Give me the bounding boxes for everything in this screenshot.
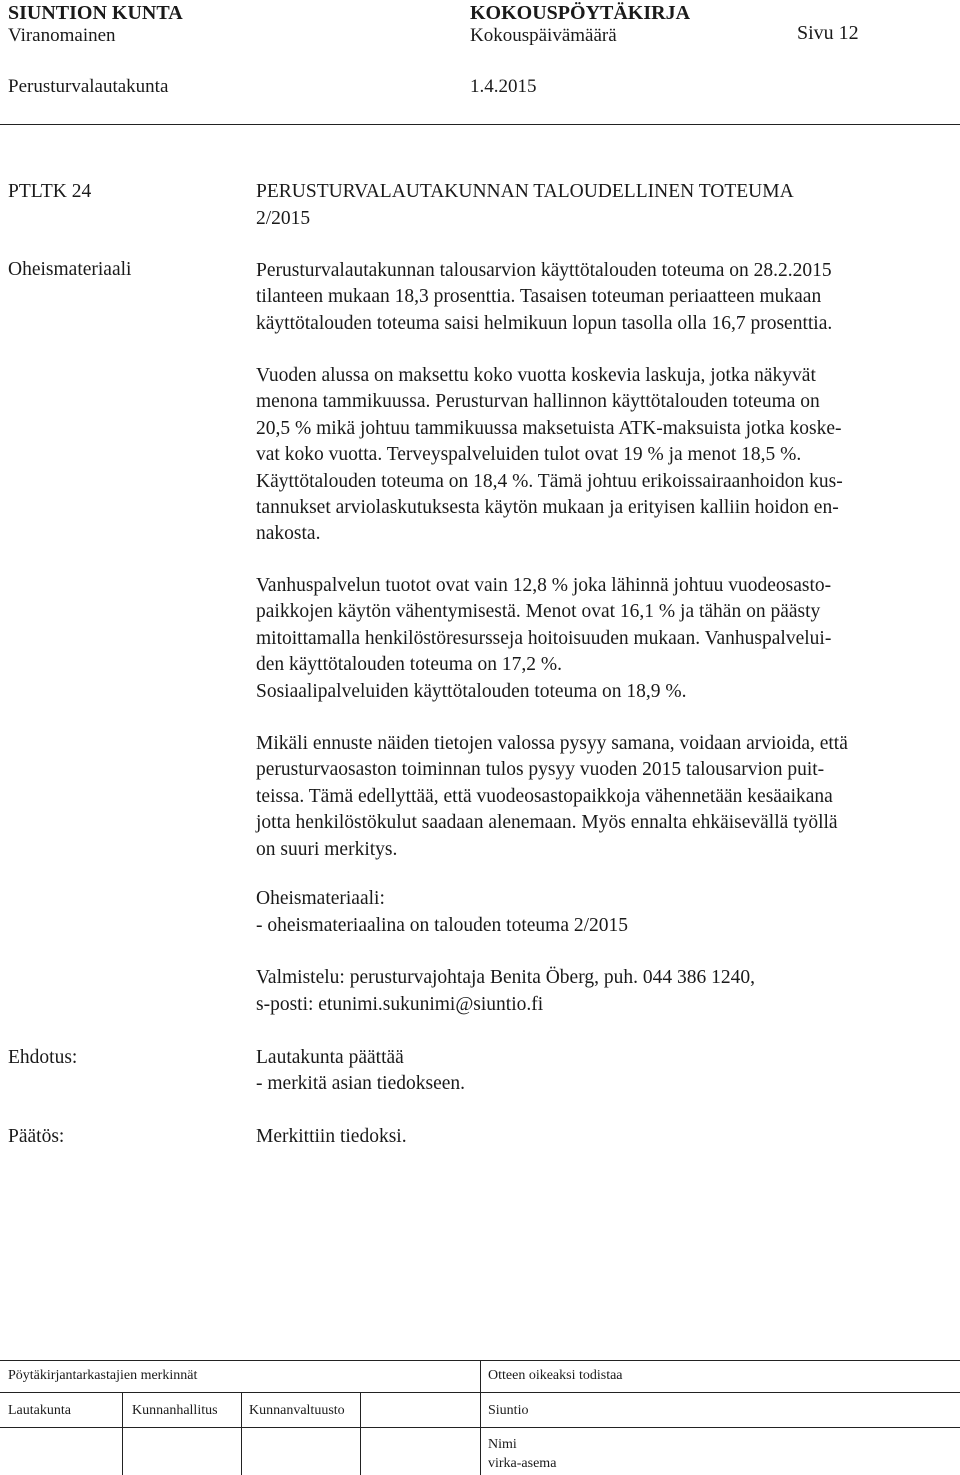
footer-col-divider	[122, 1392, 123, 1475]
text-line: paikkojen käytön vähentymisestä. Menot ovat 16,1 % ja tähän on päästy	[256, 601, 821, 623]
attachments-heading: Oheismateriaali:	[256, 888, 385, 909]
footer-place: Siuntio	[488, 1403, 529, 1418]
attachments-item: - oheismateriaalina on talouden toteuma 2/2015	[256, 915, 629, 936]
proposal-line2: - merkitä asian tiedokseen.	[256, 1073, 466, 1094]
footer-col-kunnanhallitus: Kunnanhallitus	[132, 1403, 218, 1418]
text-line: Vanhuspalvelun tuotot ovat vain 12,8 % joka lähinnä johtuu vuodeosasto-	[256, 575, 832, 596]
footer-col-divider	[241, 1392, 242, 1475]
item-title-line1: PERUSTURVALAUTAKUNNAN TALOUDELLINEN TOTEUMA	[256, 181, 794, 202]
text-line: den käyttötalouden toteuma on 17,2 %.	[256, 654, 562, 676]
page-number: Sivu 12	[797, 22, 859, 44]
text-line: menona tammikuussa. Perusturvan hallinnon käyttötalouden toteuma on	[256, 391, 820, 413]
prepared-contact: s-posti: etunimi.sukunimi@siuntio.fi	[256, 994, 544, 1015]
item-title-line2: 2/2015	[256, 208, 311, 229]
text-line: Käyttötalouden toteuma on 18,4 %. Tämä johtuu erikoissairaanhoidon kus-	[256, 470, 843, 492]
decision-text: Merkittiin tiedoksi.	[256, 1126, 407, 1147]
footer-col-lautakunta: Lautakunta	[8, 1403, 71, 1418]
text-line: Sosiaalipalveluiden käyttötalouden toteuma on 18,9 %.	[256, 680, 687, 702]
footer-certified-label: Otteen oikeaksi todistaa	[488, 1368, 623, 1383]
paragraph-elderly-services	[256, 573, 956, 705]
header-meeting-date-label: Kokouspäivämäärä	[470, 25, 617, 46]
prepared-by: Valmistelu: perusturvajohtaja Benita Öberg, puh. 044 386 1240,	[256, 967, 755, 988]
footer-name-label: Nimi	[488, 1437, 517, 1452]
proposal-line1: Lautakunta päättää	[256, 1047, 404, 1068]
text-line: on suuri merkitys.	[256, 838, 398, 860]
text-line: mitoittamalla henkilöstöresursseja hoitoisuuden mukaan. Vanhuspalvelui-	[256, 627, 832, 649]
attachment-label: Oheismateriaali	[8, 259, 132, 280]
header-divider	[0, 124, 960, 125]
footer-center-divider	[480, 1360, 481, 1475]
item-code: PTLTK 24	[8, 181, 92, 202]
text-line: nakosta.	[256, 523, 321, 545]
text-line: vat koko vuotta. Terveyspalveluiden tulot ovat 19 % ja menot 18,5 %.	[256, 444, 802, 466]
paragraph-forecast	[256, 731, 956, 863]
text-line: käyttötalouden toteuma saisi helmikuun lopun tasolla olla 16,7 prosenttia.	[256, 312, 833, 334]
proposal-label: Ehdotus:	[8, 1047, 78, 1068]
header-doc-type: KOKOUSPÖYTÄKIRJA	[470, 2, 691, 24]
paragraph-invoices	[256, 363, 956, 548]
text-line: Perusturvalautakunnan talousarvion käyttötalouden toteuma on 28.2.2015	[256, 260, 832, 281]
footer-col-kunnanvaltuusto: Kunnanvaltuusto	[249, 1403, 345, 1418]
text-line: 20,5 % mikä johtuu tammikuussa maksetuista ATK-maksuista jotka koske-	[256, 417, 842, 439]
text-line: tannukset arviolaskutuksesta käytön mukaan ja erityisen kalliin hoidon en-	[256, 497, 839, 519]
footer-checkers-label: Pöytäkirjantarkastajien merkinnät	[8, 1368, 198, 1383]
header-authority-label: Viranomainen	[8, 25, 116, 46]
header-authority: Perusturvalautakunta	[8, 76, 169, 97]
footer-col-divider	[360, 1392, 361, 1475]
header-meeting-date: 1.4.2015	[470, 76, 537, 97]
text-line: perusturvaosaston toiminnan tulos pysyy vuoden 2015 talousarvion puit-	[256, 759, 825, 781]
text-line: jotta henkilöstökulut saadaan alenemaan. Myös ennalta ehkäisevällä työllä	[256, 812, 838, 834]
header-org: SIUNTION KUNTA	[8, 2, 183, 24]
text-line: Mikäli ennuste näiden tietojen valossa pysyy samana, voidaan arvioida, että	[256, 733, 848, 754]
decision-label: Päätös:	[8, 1126, 65, 1147]
text-line: tilanteen mukaan 18,3 prosenttia. Tasaisen toteuman periaatteen mukaan	[256, 286, 822, 308]
paragraph-realization	[256, 258, 956, 337]
text-line: Vuoden alussa on maksettu koko vuotta koskevia laskuja, jotka näkyvät	[256, 365, 816, 386]
text-line: teissa. Tämä edellyttää, että vuodeosastopaikkoja vähennetään kesäaikana	[256, 785, 833, 807]
footer-title-label: virka-asema	[488, 1456, 557, 1471]
